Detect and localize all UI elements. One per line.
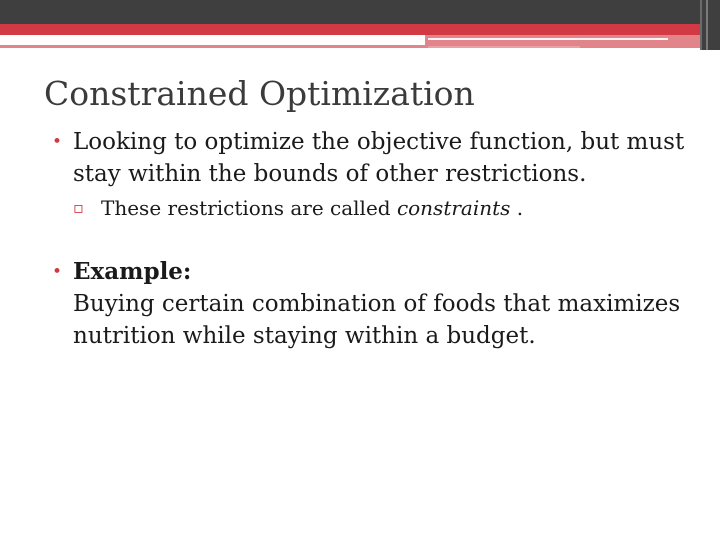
emphasized-term: constraints — [396, 196, 511, 220]
sub-bullet-suffix: . — [510, 196, 524, 220]
bullet-marker: • — [52, 262, 63, 282]
header-band — [0, 0, 720, 24]
header-stripe-cutout — [0, 35, 425, 45]
bullet-text: Looking to optimize the objective function, but must stay within the bounds of other restrictions. — [73, 129, 685, 187]
sub-bullet-marker: ▫ — [73, 198, 84, 217]
slide-content — [52, 126, 702, 352]
sub-bullet-item — [73, 194, 702, 222]
bullet-marker: • — [52, 132, 63, 152]
bullet-item — [52, 126, 702, 190]
header-divider — [0, 48, 720, 54]
bullet-heading: Example: — [73, 258, 192, 285]
bullet-item — [52, 256, 702, 352]
sub-bullet-text: These restrictions are called — [101, 196, 397, 220]
header-accent-stripe — [0, 24, 720, 35]
header-highlight-line — [428, 38, 668, 40]
slide-title: Constrained Optimization — [44, 74, 475, 113]
spacer — [52, 222, 702, 256]
bullet-text: Buying certain combination of foods that maximizes nutrition while staying within a budget. — [73, 291, 681, 349]
header-band-end — [700, 0, 720, 50]
